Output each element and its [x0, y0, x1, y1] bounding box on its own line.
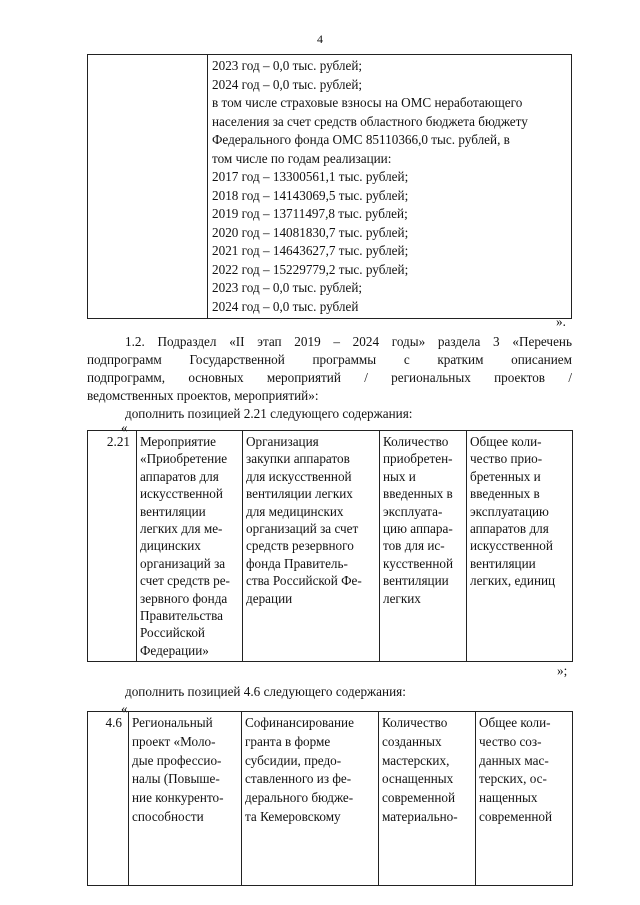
text-line: фонда Правитель-: [246, 555, 348, 571]
row-number: 4.6: [88, 712, 129, 886]
text-line: современной: [479, 808, 553, 824]
text-line: аппаратов для: [470, 521, 549, 537]
text-line: нащенных: [479, 790, 538, 806]
text-line: современной: [382, 790, 456, 806]
paragraph-line: 1.2. Подраздел «II этап 2019 – 2024 годы» раздела 3 «Перечень: [125, 334, 572, 349]
text-line: кусственной: [383, 555, 454, 571]
text-line: вентиляции легких: [246, 486, 353, 502]
total-cell: [467, 431, 573, 662]
text-line: аппаратов для: [140, 468, 219, 484]
total-cell: [476, 712, 573, 886]
text-line: дерации: [246, 590, 293, 606]
row-number: 2.21: [88, 431, 137, 662]
text-line: Правительства: [140, 608, 223, 624]
closing-quote: »;: [557, 663, 568, 678]
text-line: проект «Моло-: [132, 733, 216, 749]
text-line: ние конкуренто-: [132, 790, 224, 806]
text-line: 2023 год – 0,0 тыс. рублей;: [212, 280, 363, 295]
text-line: созданных: [382, 733, 442, 749]
text-line: для искусственной: [246, 468, 352, 484]
text-line: цию аппара-: [383, 521, 453, 537]
text-line: том числе по годам реализации:: [212, 150, 392, 166]
text-line: для медицинских: [246, 503, 344, 519]
text-line: населения за счет средств областного бюджета бюджету: [212, 113, 528, 129]
text-line: дицинских: [140, 538, 201, 554]
text-line: материально-: [382, 808, 458, 824]
text-line: 2020 год – 14081830,7 тыс. рублей;: [212, 224, 409, 240]
funding-table: [87, 54, 572, 319]
text-line: чество соз-: [479, 733, 542, 749]
text-line: искусственной: [140, 486, 223, 502]
text-line: закупки аппаратов: [246, 451, 350, 467]
text-line: приобретен-: [383, 451, 453, 467]
description-cell: [242, 712, 379, 886]
text-line: вентиляции: [140, 503, 206, 519]
text-line: 2024 год – 0,0 тыс. рублей: [212, 298, 359, 314]
closing-quote: ».: [556, 314, 566, 329]
text-line: Федерации»: [140, 642, 209, 658]
text-line: бретенных и: [470, 468, 541, 484]
text-line: Федерального фонда ОМС 85110366,0 тыс. рублей, в: [212, 132, 510, 147]
text-line: 2021 год – 14643627,7 тыс. рублей;: [212, 243, 409, 258]
text-line: Количество: [383, 434, 449, 449]
text-line: средств резервного: [246, 538, 354, 554]
indicator-cell: [380, 431, 467, 662]
position-2-21-table: [87, 430, 573, 662]
text-line: 2018 год – 14143069,5 тыс. рублей;: [212, 187, 409, 203]
text-line: 2019 год – 13711497,8 тыс. рублей;: [212, 206, 408, 221]
paragraph-line: подпрограмм, основных мероприятий / региональных проектов /: [87, 370, 572, 385]
text-line: вентиляции: [470, 555, 536, 571]
text-line: мастерских,: [382, 752, 450, 768]
text-line: Мероприятие: [140, 434, 217, 449]
text-line: Региональный: [132, 715, 213, 730]
page-number: 4: [317, 32, 323, 46]
text-line: оснащенных: [382, 771, 454, 787]
text-line: ства Российской Фе-: [246, 573, 362, 589]
text-line: 2024 год – 0,0 тыс. рублей;: [212, 76, 363, 92]
text-line: Российской: [140, 625, 205, 641]
text-line: эксплуата-: [383, 503, 443, 519]
text-line: организаций за счет: [246, 521, 359, 537]
text-line: 2022 год – 15229779,2 тыс. рублей;: [212, 261, 409, 277]
funding-cell: [208, 55, 572, 319]
description-cell: [243, 431, 380, 662]
text-line: «Приобретение: [140, 451, 228, 467]
text-line: терских, ос-: [479, 771, 547, 787]
text-line: Общее коли-: [479, 715, 551, 730]
instruction-text: дополнить позицией 2.21 следующего содержания:: [125, 406, 413, 421]
position-4-6-table: [87, 711, 573, 886]
text-line: та Кемеровскому: [245, 808, 341, 824]
text-line: тов для ис-: [383, 538, 445, 554]
instruction-text: дополнить позицией 4.6 следующего содержания:: [125, 684, 406, 699]
open-quote: «: [121, 420, 128, 435]
text-line: данных мас-: [479, 752, 549, 768]
text-line: дерального бюдже-: [245, 790, 354, 806]
text-line: Общее коли-: [470, 434, 542, 449]
text-line: 2023 год – 0,0 тыс. рублей;: [212, 58, 363, 73]
text-line: способности: [132, 808, 204, 824]
text-line: ных и: [383, 468, 416, 484]
text-line: в том числе страховые взносы на ОМС неработающего: [212, 95, 523, 110]
text-line: налы (Повыше-: [132, 771, 220, 787]
text-line: чество прио-: [470, 451, 543, 467]
text-line: Организация: [246, 434, 319, 449]
text-line: организаций за: [140, 555, 226, 571]
indicator-cell: [379, 712, 476, 886]
text-line: 2017 год – 13300561,1 тыс. рублей;: [212, 169, 409, 184]
text-line: зервного фонда: [140, 590, 228, 606]
text-line: вентиляции: [383, 573, 449, 589]
text-line: легких: [383, 590, 421, 606]
paragraph-line: ведомственных проектов, мероприятий»:: [87, 388, 319, 403]
text-line: эксплуатацию: [470, 503, 549, 519]
activity-cell: [137, 431, 243, 662]
text-line: введенных в: [470, 486, 540, 502]
text-line: субсидии, предо-: [245, 752, 342, 768]
text-line: легких, единиц: [470, 573, 556, 589]
paragraph-line: подпрограмм Государственной программы с кратким описанием: [87, 352, 572, 367]
text-line: счет средств ре-: [140, 573, 230, 589]
text-line: Софинансирование: [245, 715, 354, 730]
text-line: гранта в форме: [245, 733, 331, 749]
text-line: искусственной: [470, 538, 553, 554]
open-quote: «: [121, 701, 128, 716]
text-line: Количество: [382, 715, 448, 730]
text-line: легких для ме-: [140, 521, 223, 537]
text-line: дые профессио-: [132, 752, 222, 768]
activity-cell: [129, 712, 242, 886]
text-line: ставленного из фе-: [245, 771, 352, 787]
empty-cell: [88, 55, 208, 319]
text-line: введенных в: [383, 486, 453, 502]
